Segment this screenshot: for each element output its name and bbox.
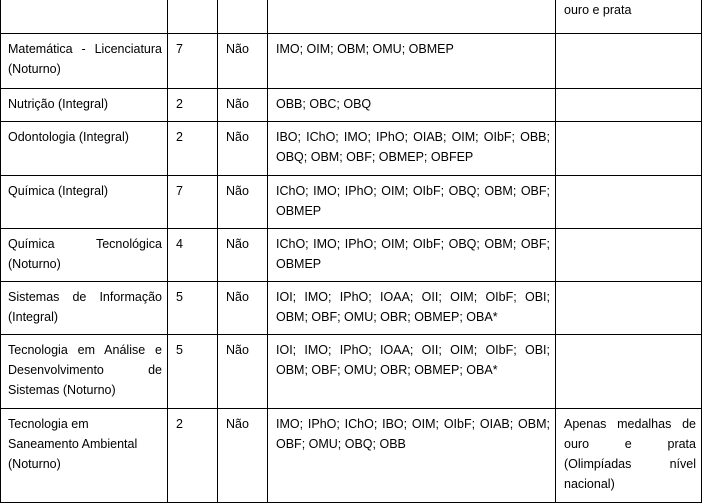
- olympiads-cell: IMO; IPhO; IChO; IBO; OIM; OIbF; OIAB; OBM; OBF; OMU; OBQ; OBB: [276, 417, 550, 451]
- table-row: [0, 228, 702, 281]
- count-cell: 2: [176, 97, 183, 111]
- row-divider: [0, 334, 702, 335]
- row-divider: [0, 88, 702, 89]
- count-cell: 2: [176, 417, 183, 431]
- table-row: [0, 0, 702, 33]
- course-cell: Tecnologia em Análise e Desenvolvimento de Sistemas (Noturno): [8, 343, 162, 397]
- notes-cell: [556, 228, 702, 281]
- table-row: [0, 408, 702, 503]
- row-divider: [0, 33, 702, 34]
- course-cell: Nutrição (Integral): [8, 97, 109, 111]
- count-cell: 5: [176, 290, 183, 304]
- notes-cell: [556, 334, 702, 408]
- course-cell: [0, 0, 168, 33]
- table-row: [0, 121, 702, 175]
- count-cell: 5: [176, 343, 183, 357]
- course-cell: Sistemas de Informação (Integral): [8, 290, 162, 324]
- olympiads-cell: [268, 0, 556, 33]
- column-divider: [217, 0, 218, 503]
- table-row: [0, 281, 702, 334]
- count-cell: 4: [176, 237, 183, 251]
- flag-cell: Não: [226, 237, 249, 251]
- notes-cell: ouro e prata: [564, 3, 632, 17]
- olympiads-cell: IBO; IChO; IMO; IPhO; OIAB; OIM; OIbF; OBB; OBQ; OBM; OBF; OBMEP; OBFEP: [276, 130, 550, 164]
- notes-cell: [556, 121, 702, 175]
- notes-cell: Apenas medalhas de ouro e prata (Olimpíadas nível nacional): [564, 417, 696, 491]
- column-divider: [267, 0, 268, 503]
- flag-cell: Não: [226, 184, 249, 198]
- olympiads-cell: IOI; IMO; IPhO; IOAA; OII; OIM; OIbF; OBI; OBM; OBF; OMU; OBR; OBMEP; OBA*: [276, 290, 550, 324]
- course-cell: Tecnologia em Saneamento Ambiental (Noturno): [8, 417, 138, 471]
- row-divider: [0, 228, 702, 229]
- count-cell: 7: [176, 184, 183, 198]
- course-cell: Química (Integral): [8, 184, 109, 198]
- flag-cell: Não: [226, 290, 249, 304]
- flag-cell: Não: [226, 97, 249, 111]
- table-row: [0, 88, 702, 121]
- olympiads-cell: IChO; IMO; IPhO; OIM; OIbF; OBQ; OBM; OBF; OBMEP: [276, 237, 550, 271]
- flag-cell: [218, 0, 268, 33]
- flag-cell: Não: [226, 343, 249, 357]
- table-row: [0, 33, 702, 88]
- count-cell: 2: [176, 130, 183, 144]
- notes-cell: [556, 88, 702, 121]
- count-cell: [168, 0, 218, 33]
- row-divider: [0, 121, 702, 122]
- table-row: [0, 175, 702, 228]
- column-divider: [167, 0, 168, 503]
- olympiads-cell: IMO; OIM; OBM; OMU; OBMEP: [276, 42, 454, 56]
- column-divider: [0, 0, 1, 503]
- flag-cell: Não: [226, 42, 249, 56]
- table-row: [0, 334, 702, 408]
- notes-cell: [556, 175, 702, 228]
- row-divider: [0, 281, 702, 282]
- row-divider: [0, 175, 702, 176]
- course-cell: Matemática - Licenciatura (Noturno): [8, 42, 162, 76]
- flag-cell: Não: [226, 417, 249, 431]
- flag-cell: Não: [226, 130, 249, 144]
- course-cell: Odontologia (Integral): [8, 130, 129, 144]
- row-divider: [0, 408, 702, 409]
- olympiads-cell: IChO; IMO; IPhO; OIM; OIbF; OBQ; OBM; OBF; OBMEP: [276, 184, 550, 218]
- olympiads-cell: IOI; IMO; IPhO; IOAA; OII; OIM; OIbF; OBI; OBM; OBF; OMU; OBR; OBMEP; OBA*: [276, 343, 550, 377]
- count-cell: 7: [176, 42, 183, 56]
- notes-cell: [556, 281, 702, 334]
- course-cell: Química Tecnológica (Noturno): [8, 237, 162, 271]
- olympiads-cell: OBB; OBC; OBQ: [276, 97, 372, 111]
- notes-cell: [556, 33, 702, 88]
- column-divider: [555, 0, 556, 503]
